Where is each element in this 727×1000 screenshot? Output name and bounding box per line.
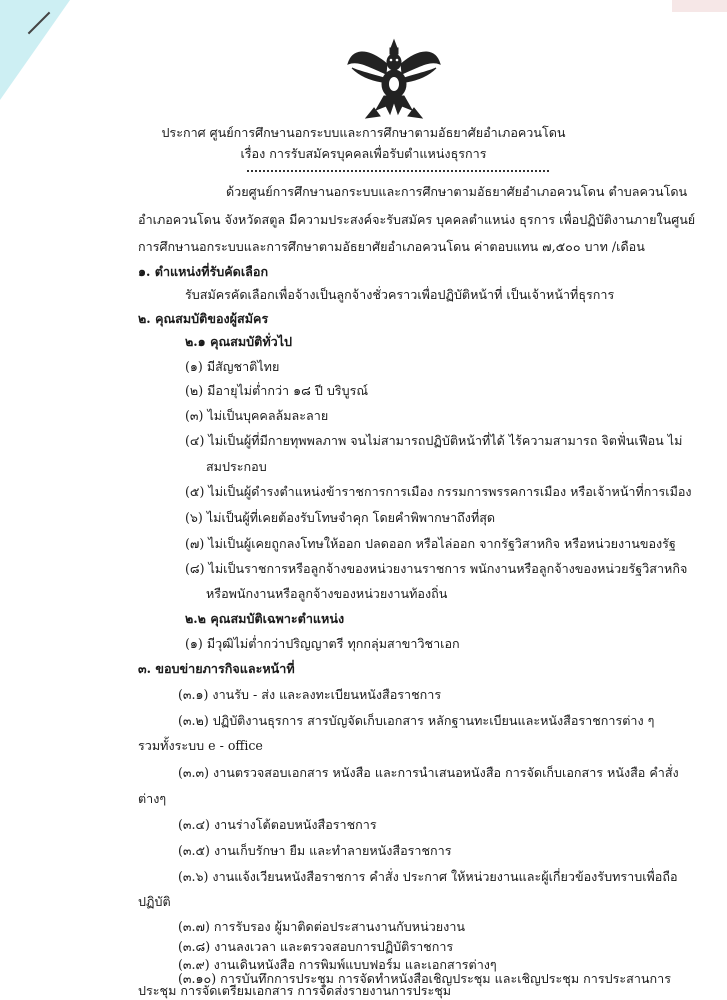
section-1-text: รับสมัครคัดเลือกเพื่อจ้างเป็นลูกจ้างชั่วคราวเพื่อปฏิบัติหน้าที่ เป็นเจ้าหน้าที่ธุรการ bbox=[185, 287, 615, 302]
scan-edge-shadow bbox=[672, 0, 727, 12]
section-1-heading: ๑. ตำแหน่งที่รับคัดเลือก bbox=[138, 264, 269, 279]
duty-item: (๓.๑๐) การบันทึกการประชุม การจัดทำหนังสือเชิญประชุม และเชิญประชุม การประสานการ bbox=[178, 971, 671, 986]
garuda-emblem-icon bbox=[346, 38, 442, 120]
general-qualification: (๒) มีอายุไม่ต่ำกว่า ๑๘ ปี บริบูรณ์ bbox=[185, 383, 369, 398]
duty-item: ปฏิบัติ bbox=[138, 894, 171, 909]
general-qualification: (๕) ไม่เป็นผู้ดำรงตำแหน่งข้าราชการการเมือง กรรมการพรรคการเมือง หรือเจ้าหน้าที่การเมือง bbox=[185, 484, 692, 499]
duty-item: รวมทั้งระบบ e - office bbox=[138, 738, 263, 753]
duty-item: (๓.๑) งานรับ - ส่ง และลงทะเบียนหนังสือราชการ bbox=[178, 687, 442, 702]
section-2-1-heading: ๒.๑ คุณสมบัติทั่วไป bbox=[185, 334, 293, 349]
dotted-divider bbox=[247, 170, 549, 172]
general-qualification: (๗) ไม่เป็นผู้เคยถูกลงโทษให้ออก ปลดออก หรือไล่ออก จากรัฐวิสาหกิจ หรือหน่วยงานของรัฐ bbox=[185, 536, 676, 551]
section-3-heading: ๓. ขอบข่ายภารกิจและหน้าที่ bbox=[138, 661, 295, 676]
duty-item: (๓.๙) งานเดินหนังสือ การพิมพ์แบบฟอร์ม และเอกสารต่างๆ bbox=[178, 957, 497, 972]
general-qualification: (๖) ไม่เป็นผู้ที่เคยต้องรับโทษจำคุก โดยคำพิพากษาถึงที่สุด bbox=[185, 510, 496, 525]
intro-line-3: การศึกษานอกระบบและการศึกษาตามอัธยาศัยอำเภอควนโดน ค่าตอบแทน ๗,๕๐๐ บาท /เดือน bbox=[138, 239, 645, 254]
intro-line-1: ด้วยศูนย์การศึกษานอกระบบและการศึกษาตามอัธยาศัยอำเภอควนโดน ตำบลควนโดน bbox=[226, 184, 688, 199]
announcement-subject: เรื่อง การรับสมัครบุคคลเพื่อรับตำแหน่งธุรการ bbox=[240, 146, 487, 161]
section-2-heading: ๒. คุณสมบัติของผู้สมัคร bbox=[138, 311, 269, 326]
general-qualification: หรือพนักงานหรือลูกจ้างของหน่วยงานท้องถิ่น bbox=[206, 586, 448, 601]
announcement-title: ประกาศ ศูนย์การศึกษานอกระบบและการศึกษาตามอัธยาศัยอำเภอควนโดน bbox=[161, 125, 566, 140]
scan-corner-shadow bbox=[0, 0, 70, 100]
duty-item: ประชุม การจัดเตรียมเอกสาร การจัดส่งรายงานการประชุม bbox=[138, 983, 452, 998]
general-qualification: (๘) ไม่เป็นราชการหรือลูกจ้างของหน่วยงานราชการ พนักงานหรือลูกจ้างของหน่วยรัฐวิสาหกิจ bbox=[185, 561, 688, 576]
duty-item: (๓.๖) งานแจ้งเวียนหนังสือราชการ คำสั่ง ประกาศ ให้หน่วยงานและผู้เกี่ยวข้องรับทราบเพื่อถือ bbox=[178, 869, 678, 884]
general-qualification: สมประกอบ bbox=[206, 459, 267, 474]
specific-qualification: (๑) มีวุฒิไม่ต่ำกว่าปริญญาตรี ทุกกลุ่มสาขาวิชาเอก bbox=[185, 636, 460, 651]
general-qualification: (๑) มีสัญชาติไทย bbox=[185, 359, 280, 374]
duty-item: (๓.๕) งานเก็บรักษา ยืม และทำลายหนังสือราชการ bbox=[178, 843, 452, 858]
general-qualification: (๔) ไม่เป็นผู้ที่มีกายทุพพลภาพ จนไม่สามารถปฏิบัติหน้าที่ได้ ไร้ความสามารถ จิตฟั่นเฟือน ไม่ bbox=[185, 433, 683, 448]
duty-item: ต่างๆ bbox=[138, 791, 167, 806]
duty-item: (๓.๔) งานร่างโต้ตอบหนังสือราชการ bbox=[178, 817, 377, 832]
duty-item: (๓.๗) การรับรอง ผู้มาติดต่อประสานงานกับหน่วยงาน bbox=[178, 919, 465, 934]
section-2-2-heading: ๒.๒ คุณสมบัติเฉพาะตำแหน่ง bbox=[185, 611, 345, 626]
duty-item: (๓.๓) งานตรวจสอบเอกสาร หนังสือ และการนำเสนอหนังสือ การจัดเก็บเอกสาร หนังสือ คำสั่ง bbox=[178, 765, 679, 780]
duty-item: (๓.๘) งานลงเวลา และตรวจสอบการปฏิบัติราชการ bbox=[178, 939, 454, 954]
intro-line-2: อำเภอควนโดน จังหวัดสตูล มีความประสงค์จะรับสมัคร บุคคลตำแหน่ง ธุรการ เพื่อปฏิบัติงานภายในศูนย์ bbox=[138, 212, 696, 227]
general-qualification: (๓) ไม่เป็นบุคคลล้มละลาย bbox=[185, 408, 329, 423]
duty-item: (๓.๒) ปฏิบัติงานธุรการ สารบัญจัดเก็บเอกสาร หลักฐานทะเบียนและหนังสือราชการต่าง ๆ bbox=[178, 713, 655, 728]
